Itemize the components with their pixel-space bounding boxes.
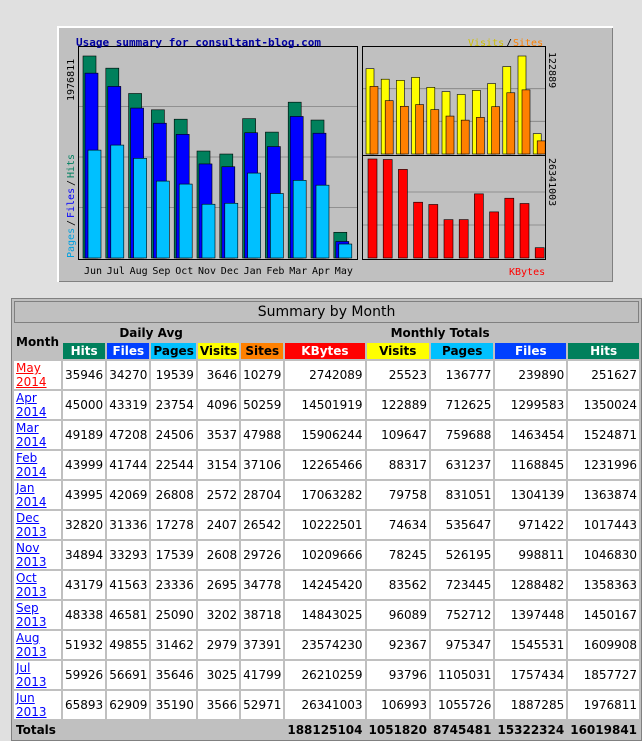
cell-visits: 122889 bbox=[367, 391, 429, 419]
month-link[interactable]: Dec 2013 bbox=[16, 511, 47, 539]
cell-d-pages: 23336 bbox=[151, 571, 195, 599]
bar-pages bbox=[248, 173, 261, 258]
month-cell bbox=[14, 541, 61, 569]
month-link[interactable]: Jun 2013 bbox=[16, 691, 47, 719]
table-row bbox=[14, 391, 639, 419]
right-top-max-label: 122889 bbox=[546, 52, 557, 89]
month-label: Mar bbox=[289, 266, 308, 277]
month-link[interactable]: Sep 2013 bbox=[16, 601, 47, 629]
cell-kbytes: 2742089 bbox=[285, 361, 364, 389]
cell-files: 1545531 bbox=[495, 631, 566, 659]
cell-sites: 38718 bbox=[241, 601, 283, 629]
cell-kbytes: 26341003 bbox=[285, 691, 364, 719]
right-bottom-max-label: 26341003 bbox=[546, 158, 557, 207]
bar-kbytes bbox=[368, 159, 377, 258]
cell-hits: 1017443 bbox=[568, 511, 639, 539]
cell-sites: 50259 bbox=[241, 391, 283, 419]
col-hits: Hits bbox=[568, 343, 639, 359]
cell-d-hits: 35946 bbox=[63, 361, 105, 389]
col-daily-pages: Pages bbox=[153, 344, 194, 358]
visits-sites-legend bbox=[468, 38, 543, 49]
legend-sites: Sites bbox=[513, 38, 544, 49]
legend-pages: Pages bbox=[66, 227, 77, 258]
cell-sites: 37106 bbox=[241, 451, 283, 479]
month-link[interactable]: Apr 2014 bbox=[16, 391, 47, 419]
bar-kbytes bbox=[474, 194, 483, 258]
cell-visits: 109647 bbox=[367, 421, 429, 449]
legend-visits: Visits bbox=[468, 38, 505, 49]
bar-pages bbox=[202, 204, 215, 258]
table-row bbox=[14, 421, 639, 449]
cell-hits: 251627 bbox=[568, 361, 639, 389]
cell-hits: 1358363 bbox=[568, 571, 639, 599]
totals-kbytes: 188125104 bbox=[287, 722, 363, 737]
cell-kbytes: 17063282 bbox=[285, 481, 364, 509]
cell-d-visits: 2608 bbox=[198, 541, 239, 569]
cell-pages: 1105031 bbox=[431, 661, 493, 689]
month-label: Jul bbox=[106, 266, 125, 277]
cell-hits: 1231996 bbox=[568, 451, 639, 479]
cell-visits: 93796 bbox=[367, 661, 429, 689]
legend-hits: Hits bbox=[66, 153, 77, 178]
bar-pages bbox=[156, 181, 169, 258]
month-link[interactable]: May 2014 bbox=[16, 361, 47, 389]
month-cell bbox=[14, 451, 61, 479]
bar-pages bbox=[316, 185, 329, 258]
month-cell bbox=[14, 391, 61, 419]
cell-kbytes: 14501919 bbox=[285, 391, 364, 419]
bar-sites bbox=[507, 93, 515, 154]
cell-d-visits: 2979 bbox=[198, 631, 239, 659]
month-label: Jun bbox=[84, 266, 103, 277]
cell-files: 1463454 bbox=[495, 421, 566, 449]
cell-pages: 831051 bbox=[431, 481, 493, 509]
bar-sites bbox=[522, 90, 530, 154]
bar-sites bbox=[370, 86, 378, 154]
cell-pages: 535647 bbox=[431, 511, 493, 539]
month-link[interactable]: Jul 2013 bbox=[16, 661, 47, 689]
graph-title: Usage summary for consultant-blog.com bbox=[76, 36, 322, 49]
cell-pages: 975347 bbox=[431, 631, 493, 659]
cell-kbytes: 10209666 bbox=[285, 541, 364, 569]
cell-hits: 1857727 bbox=[568, 661, 639, 689]
cell-d-hits: 49189 bbox=[63, 421, 105, 449]
cell-hits: 1350024 bbox=[568, 391, 639, 419]
month-cell bbox=[14, 571, 61, 599]
col-pages: Pages bbox=[431, 343, 493, 359]
table-row bbox=[14, 691, 639, 719]
cell-visits: 83562 bbox=[367, 571, 429, 599]
cell-pages: 723445 bbox=[431, 571, 493, 599]
totals-pages: 8745481 bbox=[432, 722, 492, 737]
bar-kbytes bbox=[444, 220, 453, 258]
bar-pages bbox=[293, 180, 306, 258]
cell-d-pages: 24506 bbox=[151, 421, 195, 449]
cell-d-hits: 34894 bbox=[63, 541, 105, 569]
month-label: Jan bbox=[243, 266, 262, 277]
cell-d-files: 47208 bbox=[107, 421, 149, 449]
cell-d-hits: 51932 bbox=[63, 631, 105, 659]
bar-sites bbox=[431, 110, 439, 154]
cell-d-visits: 3202 bbox=[198, 601, 239, 629]
cell-d-hits: 32820 bbox=[63, 511, 105, 539]
cell-sites: 41799 bbox=[241, 661, 283, 689]
totals-spacer bbox=[63, 721, 283, 738]
totals-row bbox=[14, 721, 639, 738]
cell-sites: 28704 bbox=[241, 481, 283, 509]
cell-hits: 1976811 bbox=[568, 691, 639, 719]
summary-table bbox=[11, 298, 642, 741]
cell-kbytes: 10222501 bbox=[285, 511, 364, 539]
cell-d-hits: 45000 bbox=[63, 391, 105, 419]
month-cell bbox=[14, 421, 61, 449]
totals-files: 15322324 bbox=[497, 722, 565, 737]
cell-d-pages: 23754 bbox=[151, 391, 195, 419]
col-daily-hits: Hits bbox=[63, 343, 105, 359]
cell-files: 1397448 bbox=[495, 601, 566, 629]
month-label: Dec bbox=[220, 266, 239, 277]
cell-d-visits: 3154 bbox=[198, 451, 239, 479]
cell-kbytes: 26210259 bbox=[285, 661, 364, 689]
month-cell bbox=[14, 361, 61, 389]
cell-hits: 1046830 bbox=[568, 541, 639, 569]
bar-pages bbox=[339, 244, 352, 258]
bar-kbytes bbox=[535, 248, 544, 258]
cell-d-files: 43319 bbox=[107, 391, 149, 419]
cell-visits: 88317 bbox=[367, 451, 429, 479]
cell-d-files: 31336 bbox=[107, 511, 149, 539]
col-sites: Sites bbox=[241, 343, 283, 359]
daily-avg-header: Daily Avg bbox=[63, 325, 239, 341]
month-cell bbox=[14, 601, 61, 629]
bar-kbytes bbox=[414, 202, 423, 258]
table-row bbox=[14, 541, 639, 569]
legend-files: Files bbox=[66, 187, 77, 218]
svg-text:/: / bbox=[66, 219, 77, 226]
cell-d-visits: 3566 bbox=[198, 691, 239, 719]
bar-pages bbox=[179, 184, 192, 258]
table-row bbox=[14, 511, 639, 539]
cell-visits: 25523 bbox=[367, 361, 429, 389]
cell-d-files: 62909 bbox=[107, 691, 149, 719]
cell-d-files: 41744 bbox=[107, 451, 149, 479]
cell-hits: 1609908 bbox=[568, 631, 639, 659]
col-daily-files: Files bbox=[107, 343, 149, 359]
usage-graph bbox=[57, 26, 613, 282]
cell-files: 1288482 bbox=[495, 571, 566, 599]
cell-kbytes: 14245420 bbox=[285, 571, 364, 599]
bar-sites bbox=[416, 105, 424, 154]
cell-visits: 78245 bbox=[367, 541, 429, 569]
monthly-totals-header: Monthly Totals bbox=[241, 325, 639, 341]
bar-pages bbox=[225, 203, 238, 258]
cell-pages: 752712 bbox=[431, 601, 493, 629]
cell-d-pages: 25090 bbox=[151, 601, 195, 629]
cell-pages: 759688 bbox=[431, 421, 493, 449]
month-link[interactable]: Oct 2013 bbox=[16, 571, 47, 599]
bar-sites bbox=[385, 101, 393, 154]
month-link[interactable]: Nov 2013 bbox=[16, 541, 47, 569]
col-files: Files bbox=[495, 343, 566, 359]
cell-d-visits: 2695 bbox=[198, 571, 239, 599]
cell-files: 1168845 bbox=[495, 451, 566, 479]
left-legend bbox=[66, 154, 77, 258]
cell-d-hits: 43999 bbox=[63, 451, 105, 479]
totals-hits: 16019841 bbox=[570, 722, 638, 737]
month-cell bbox=[14, 631, 61, 659]
cell-pages: 631237 bbox=[431, 451, 493, 479]
month-link[interactable]: Mar 2014 bbox=[16, 421, 47, 449]
month-label: Apr bbox=[312, 266, 331, 277]
cell-kbytes: 23574230 bbox=[285, 631, 364, 659]
cell-files: 1299583 bbox=[495, 391, 566, 419]
cell-hits: 1450167 bbox=[568, 601, 639, 629]
month-label: May bbox=[334, 266, 353, 277]
bar-sites bbox=[492, 107, 500, 154]
cell-files: 971422 bbox=[495, 511, 566, 539]
svg-text:/: / bbox=[66, 179, 77, 186]
cell-d-pages: 19539 bbox=[151, 361, 195, 389]
table-row bbox=[14, 601, 639, 629]
bar-kbytes bbox=[429, 204, 438, 258]
month-link[interactable]: Jan 2014 bbox=[16, 481, 47, 509]
cell-sites: 29726 bbox=[241, 541, 283, 569]
bar-sites bbox=[446, 116, 454, 154]
cell-d-files: 42069 bbox=[107, 481, 149, 509]
cell-files: 1304139 bbox=[495, 481, 566, 509]
cell-hits: 1524871 bbox=[568, 421, 639, 449]
bar-pages bbox=[270, 193, 283, 258]
bar-pages bbox=[88, 150, 101, 258]
table-row bbox=[14, 361, 639, 389]
bar-kbytes bbox=[383, 159, 392, 258]
cell-d-files: 49855 bbox=[107, 631, 149, 659]
cell-hits: 1363874 bbox=[568, 481, 639, 509]
cell-files: 1887285 bbox=[495, 691, 566, 719]
cell-files: 239890 bbox=[495, 361, 566, 389]
cell-d-pages: 26808 bbox=[151, 481, 195, 509]
table-row bbox=[14, 631, 639, 659]
month-link[interactable]: Feb 2014 bbox=[16, 451, 47, 479]
cell-d-visits: 2407 bbox=[198, 511, 239, 539]
cell-d-pages: 17278 bbox=[151, 511, 195, 539]
cell-pages: 526195 bbox=[431, 541, 493, 569]
month-header: Month bbox=[14, 325, 61, 359]
cell-d-hits: 65893 bbox=[63, 691, 105, 719]
cell-d-files: 56691 bbox=[107, 661, 149, 689]
cell-d-hits: 59926 bbox=[63, 661, 105, 689]
cell-sites: 47988 bbox=[241, 421, 283, 449]
cell-kbytes: 15906244 bbox=[285, 421, 364, 449]
cell-d-visits: 2572 bbox=[198, 481, 239, 509]
cell-d-pages: 17539 bbox=[151, 541, 195, 569]
cell-d-hits: 48338 bbox=[63, 601, 105, 629]
bar-sites bbox=[476, 117, 484, 154]
month-label: Oct bbox=[175, 266, 194, 277]
cell-sites: 37391 bbox=[241, 631, 283, 659]
cell-d-pages: 31462 bbox=[151, 631, 195, 659]
summary-title: Summary by Month bbox=[14, 301, 639, 323]
cell-sites: 34778 bbox=[241, 571, 283, 599]
month-cell bbox=[14, 481, 61, 509]
table-row bbox=[14, 451, 639, 479]
month-cell bbox=[14, 511, 61, 539]
bar-kbytes bbox=[459, 220, 468, 258]
table-row bbox=[14, 571, 639, 599]
cell-d-pages: 35646 bbox=[151, 661, 195, 689]
cell-d-files: 33293 bbox=[107, 541, 149, 569]
cell-visits: 79758 bbox=[367, 481, 429, 509]
bar-pages bbox=[134, 158, 147, 258]
cell-d-files: 41563 bbox=[107, 571, 149, 599]
col-daily-visits: Visits bbox=[199, 344, 238, 358]
left-max-label: 1976811 bbox=[66, 58, 77, 101]
col-visits: Visits bbox=[367, 343, 429, 359]
month-label: Nov bbox=[198, 266, 217, 277]
cell-d-visits: 4096 bbox=[198, 391, 239, 419]
table-row bbox=[14, 661, 639, 689]
cell-d-visits: 3537 bbox=[198, 421, 239, 449]
cell-d-visits: 3646 bbox=[198, 361, 239, 389]
cell-d-pages: 22544 bbox=[151, 451, 195, 479]
cell-pages: 136777 bbox=[431, 361, 493, 389]
cell-d-hits: 43179 bbox=[63, 571, 105, 599]
bar-kbytes bbox=[398, 169, 407, 258]
cell-d-files: 46581 bbox=[107, 601, 149, 629]
bar-pages bbox=[111, 145, 124, 258]
bar-kbytes bbox=[505, 198, 514, 258]
totals-label: Totals bbox=[14, 721, 61, 738]
bar-sites bbox=[537, 141, 545, 154]
cell-visits: 106993 bbox=[367, 691, 429, 719]
month-label: Feb bbox=[266, 266, 285, 277]
legend-kbytes: KBytes bbox=[509, 267, 546, 278]
bar-sites bbox=[400, 106, 408, 154]
cell-kbytes: 14843025 bbox=[285, 601, 364, 629]
cell-d-visits: 3025 bbox=[198, 661, 239, 689]
cell-sites: 10279 bbox=[241, 361, 283, 389]
legend-sep: / bbox=[506, 38, 513, 49]
bar-sites bbox=[461, 120, 469, 154]
cell-files: 1757434 bbox=[495, 661, 566, 689]
cell-visits: 96089 bbox=[367, 601, 429, 629]
cell-d-hits: 43995 bbox=[63, 481, 105, 509]
cell-d-files: 34270 bbox=[107, 361, 149, 389]
cell-kbytes: 12265466 bbox=[285, 451, 364, 479]
month-cell bbox=[14, 661, 61, 689]
table-row bbox=[14, 481, 639, 509]
cell-pages: 1055726 bbox=[431, 691, 493, 719]
totals-visits: 1051820 bbox=[368, 722, 427, 737]
cell-pages: 712625 bbox=[431, 391, 493, 419]
col-kbytes: KBytes bbox=[285, 343, 364, 359]
month-label: Sep bbox=[152, 266, 171, 277]
bar-kbytes bbox=[490, 212, 499, 258]
month-cell bbox=[14, 691, 61, 719]
cell-visits: 92367 bbox=[367, 631, 429, 659]
cell-sites: 52971 bbox=[241, 691, 283, 719]
bar-kbytes bbox=[520, 203, 529, 258]
cell-files: 998811 bbox=[495, 541, 566, 569]
month-label: Aug bbox=[129, 266, 148, 277]
month-link[interactable]: Aug 2013 bbox=[16, 631, 47, 659]
cell-d-pages: 35190 bbox=[151, 691, 195, 719]
cell-sites: 26542 bbox=[241, 511, 283, 539]
cell-visits: 74634 bbox=[367, 511, 429, 539]
